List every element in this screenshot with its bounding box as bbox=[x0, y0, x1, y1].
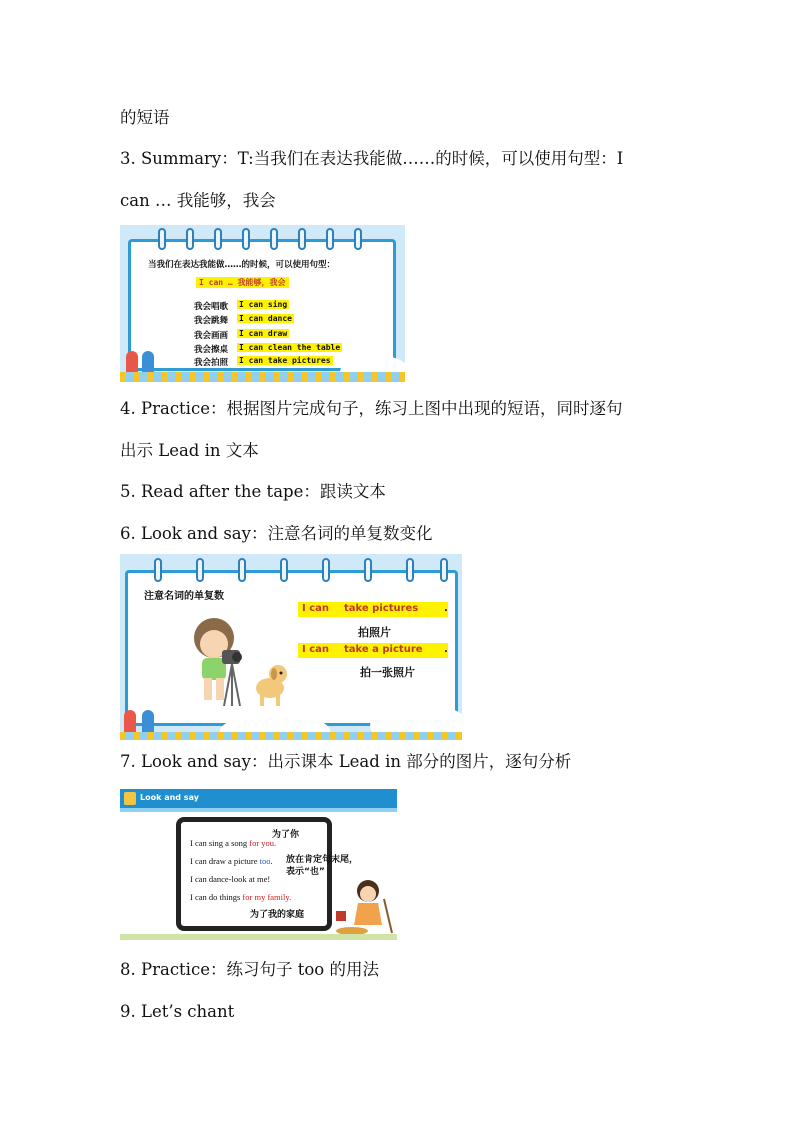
sentence-2-phrase: take a picture bbox=[344, 644, 423, 655]
slide1-row-cn: 我会唱歌 bbox=[194, 302, 229, 312]
slide1-row-en: I can sing bbox=[239, 300, 288, 309]
kid-illustration bbox=[126, 351, 138, 373]
sentence-1-cn: 拍照片 bbox=[358, 626, 391, 639]
slide1-row-en: I can take pictures bbox=[239, 356, 331, 365]
slide3-note-too-line2: 表示“也” bbox=[286, 867, 325, 877]
text-line-1: 的短语 bbox=[120, 108, 170, 127]
slide-i-can-summary bbox=[120, 225, 405, 382]
sentence-1-phrase: take pictures bbox=[344, 603, 419, 614]
slide-singular-plural bbox=[120, 554, 462, 740]
slide3-sentence: I can sing a song for you. bbox=[190, 838, 277, 848]
flower-border bbox=[120, 732, 462, 740]
slide-look-and-say bbox=[120, 789, 397, 940]
slide3-sentence: I can dance-look at me! bbox=[190, 874, 271, 884]
slide3-note-too-line1: 放在肯定句末尾， bbox=[286, 855, 359, 865]
slide1-row-cn: 我会画画 bbox=[194, 331, 229, 341]
slide1-heading: 当我们在表达我能做……的时候，可以使用句型： bbox=[148, 260, 336, 270]
text-line-read-after: 5. Read after the tape：跟读文本 bbox=[120, 482, 386, 501]
text-line-chant: 9. Let’s chant bbox=[120, 1002, 235, 1021]
sentence-2-cn: 拍一张照片 bbox=[360, 666, 415, 679]
slide1-row-en: I can dance bbox=[239, 314, 292, 323]
sentence-1-prefix: I can bbox=[302, 603, 329, 614]
slide1-row-en: I can draw bbox=[239, 329, 288, 338]
text-line-practice-too: 8. Practice：练习句子 too 的用法 bbox=[120, 960, 379, 979]
sentence-2-prefix: I can bbox=[302, 644, 329, 655]
text-line-look-say-2: 7. Look and say：出示课本 Lead in 部分的图片，逐句分析 bbox=[120, 752, 572, 771]
slide1-row-en: I can clean the table bbox=[239, 343, 341, 352]
kid-illustration bbox=[142, 351, 154, 373]
text-line-lead-in: 出示 Lead in 文本 bbox=[120, 441, 259, 460]
slide1-row-cn: 我会跳舞 bbox=[194, 316, 229, 326]
slide3-sentence: I can do things for my family. bbox=[190, 892, 292, 902]
flower-border bbox=[120, 372, 405, 382]
slide3-note-family: 为了我的家庭 bbox=[250, 910, 305, 920]
text-line-look-say-1: 6. Look and say：注意名词的单复数变化 bbox=[120, 524, 433, 543]
slide1-row-cn: 我会拍照 bbox=[194, 358, 229, 368]
slide1-pattern: I can … 我能够，我会 bbox=[196, 277, 289, 288]
slide3-note-for-you: 为了你 bbox=[272, 830, 300, 840]
sentence-1-end: . bbox=[444, 603, 448, 614]
slide3-bar-icon bbox=[124, 792, 136, 805]
slide2-heading: 注意名词的单复数 bbox=[144, 591, 224, 602]
slide3-bar-title: Look and say bbox=[140, 793, 199, 802]
text-line-can: can … 我能够，我会 bbox=[120, 191, 276, 210]
photographer-illustration bbox=[182, 616, 292, 712]
sentence-2-end: . bbox=[444, 644, 448, 655]
slide3-sentence: I can draw a picture too. bbox=[190, 856, 273, 866]
slide1-row-cn: 我会擦桌 bbox=[194, 345, 229, 355]
text-line-practice: 4. Practice：根据图片完成句子，练习上图中出现的短语，同时逐句 bbox=[120, 399, 623, 418]
girl-sweeping-illustration bbox=[332, 877, 397, 937]
text-line-summary: 3. Summary：T:当我们在表达我能做……的时候，可以使用句型：I bbox=[120, 149, 624, 168]
